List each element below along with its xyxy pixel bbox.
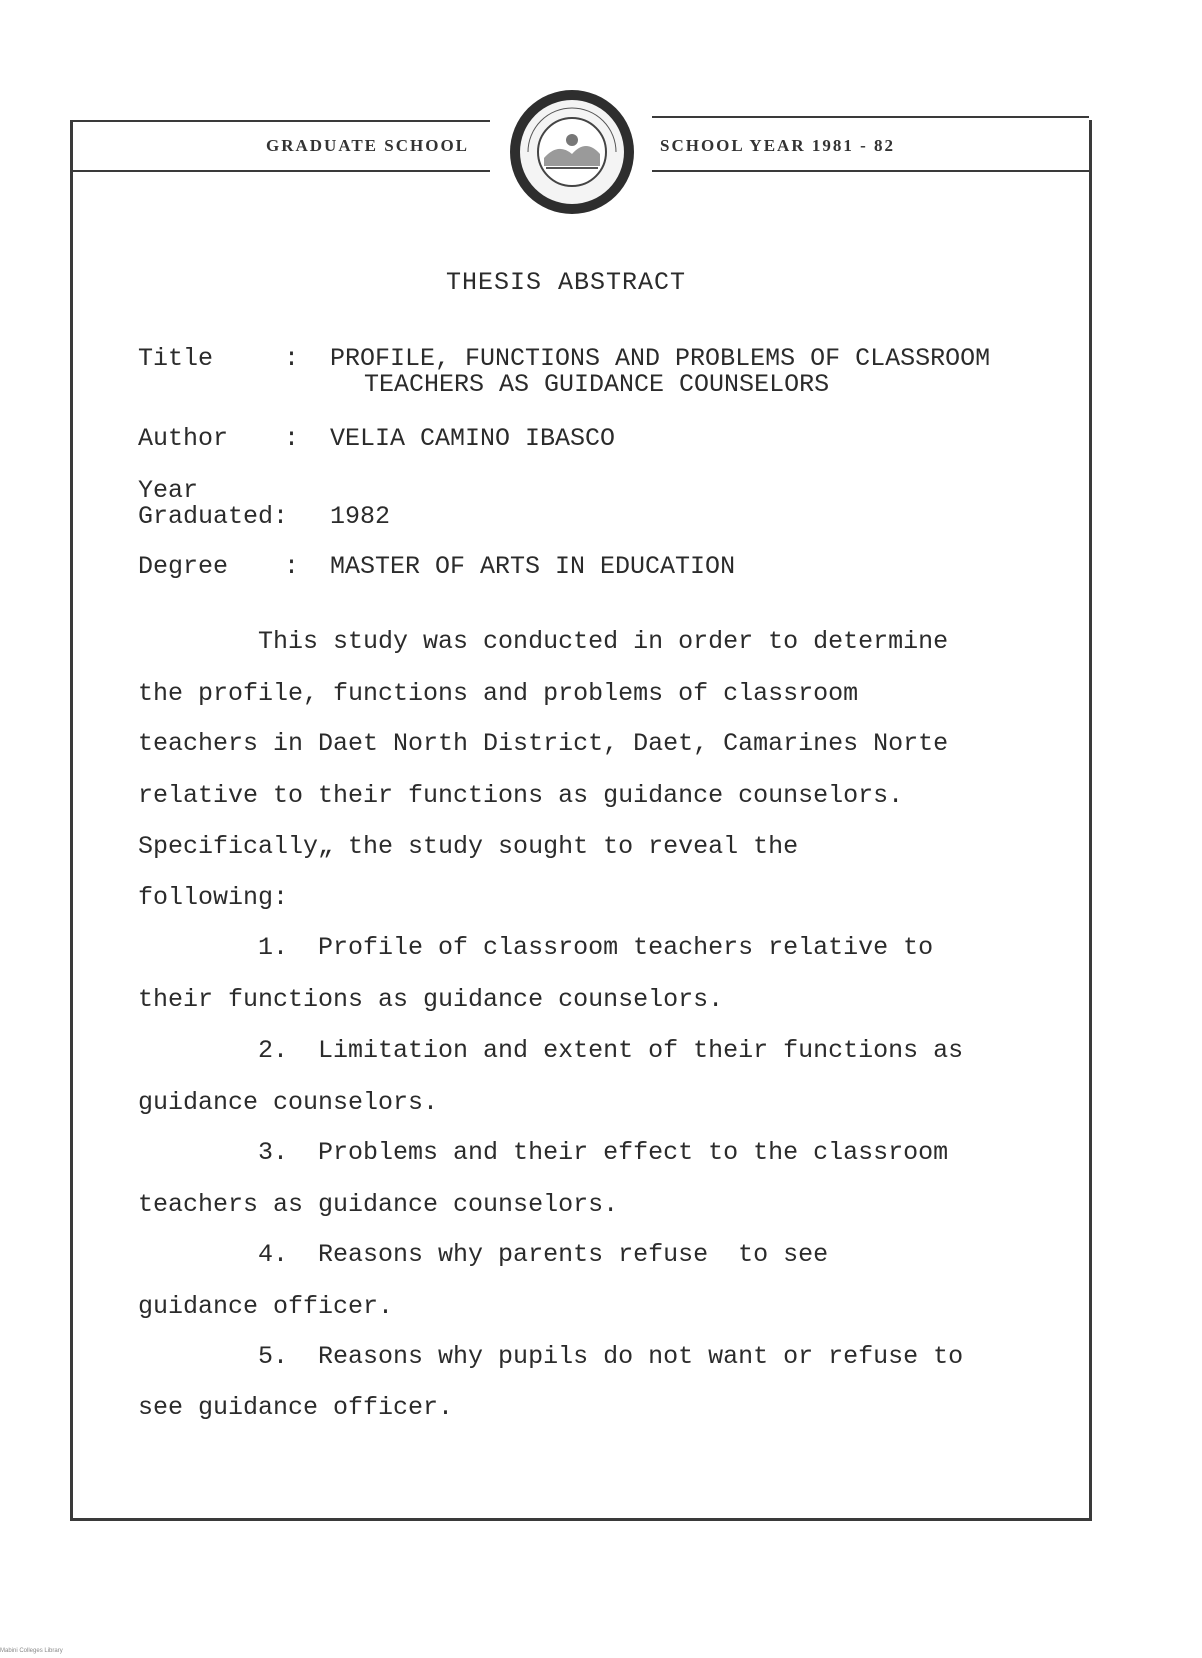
body-line: following: [138,883,289,912]
body-line: relative to their functions as guidance counselors. [138,781,904,810]
title-label: Title [138,344,214,373]
body-line: see guidance officer. [138,1393,454,1422]
degree-label: Degree [138,552,229,581]
title-colon: : [284,344,300,373]
college-seal [508,88,636,216]
scan-footer: Mabini Colleges Library [0,1648,63,1654]
body-line: guidance counselors. [138,1088,439,1117]
body-line: Specifically„ the study sought to reveal the [138,832,799,861]
header-rule-left-top [70,120,490,122]
header-graduate-school: GRADUATE SCHOOL [266,136,470,155]
author-value: VELIA CAMINO IBASCO [330,424,616,453]
body-line: 2. Limitation and extent of their functions as [138,1036,964,1065]
body-line: teachers as guidance counselors. [138,1190,619,1219]
document-title: THESIS ABSTRACT [446,268,687,297]
body-line: 3. Problems and their effect to the classroom [138,1138,949,1167]
author-colon: : [284,424,300,453]
year-label-line2: Graduated: [138,502,289,531]
body-line: the profile, functions and problems of classroom [138,679,859,708]
header-rule-right-top [652,116,1089,118]
year-value: 1982 [330,502,391,531]
body-line: 5. Reasons why pupils do not want or refuse to [138,1342,964,1371]
body-line: 1. Profile of classroom teachers relative to [138,933,934,962]
body-line: teachers in Daet North District, Daet, Camarines Norte [138,729,949,758]
body-line: guidance officer. [138,1292,394,1321]
body-line: This study was conducted in order to determine [138,627,949,656]
header-rule-right-bottom [652,170,1089,172]
header-rule-left-bottom [70,170,490,172]
title-value-line1: PROFILE, FUNCTIONS AND PROBLEMS OF CLASSROOM [330,344,991,373]
body-line: their functions as guidance counselors. [138,985,724,1014]
title-value-line2: TEACHERS AS GUIDANCE COUNSELORS [364,370,830,399]
year-label-line1: Year [138,476,199,505]
author-label: Author [138,424,229,453]
degree-colon: : [284,552,300,581]
body-line: 4. Reasons why parents refuse to see [138,1240,829,1269]
header-school-year: SCHOOL YEAR 1981 - 82 [660,136,896,155]
degree-value: MASTER OF ARTS IN EDUCATION [330,552,736,581]
